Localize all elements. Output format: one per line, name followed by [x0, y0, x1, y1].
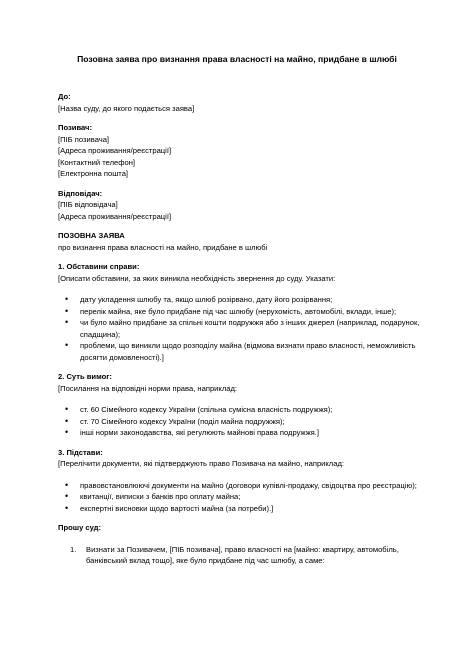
section-3-list	[58, 480, 428, 515]
to-label: До:	[58, 92, 71, 101]
claim-heading: ПОЗОВНА ЗАЯВА	[58, 231, 125, 240]
section-1-intro: [Описати обставини, за яких виникла необхідність звернення до суду. Указати:	[58, 273, 336, 283]
list-item: • інші норми законодавства, які регулюють майнові права подружжя.]	[74, 427, 428, 439]
defendant-address: [Адреса проживання/реєстрації]	[58, 211, 172, 221]
section-3-heading: 3. Підстави:	[58, 447, 103, 457]
list-item: • ст. 60 Сімейного кодексу України (спільна сумісна власність подружжя);	[74, 404, 428, 416]
request-item-number: 1.	[70, 544, 77, 554]
list-item: • дату укладення шлюбу та, якщо шлюб розірвано, дату його розірвання;	[74, 294, 428, 306]
request-heading: Прошу суд:	[58, 523, 102, 532]
request-list	[58, 544, 428, 567]
section-2-list	[58, 404, 428, 439]
list-item: • ст. 70 Сімейного кодексу України (поділ майна подружжя);	[74, 416, 428, 428]
section-3-intro: [Перелічити документи, які підтверджують право Позивача на майно, наприклад:	[58, 459, 345, 468]
plaintiff-email: [Електронна пошта]	[58, 169, 129, 178]
document-body	[58, 91, 428, 567]
list-item: • чи було майно придбане за спільні кошти подружжя або з інших джерел (наприклад, подарунок, спадщина);	[74, 317, 428, 340]
list-item: • квитанції, виписки з банків про оплату майна;	[74, 491, 428, 503]
plaintiff-address: [Адреса проживання/реєстрації]	[58, 146, 172, 155]
section-1-list	[58, 294, 428, 363]
document-title: Позовна заява про визнання права власності на майно, придбане в шлюбі	[77, 54, 397, 64]
list-item: • перелік майна, яке було придбане під час шлюбу (нерухомість, автомобілі, вклади, інше);	[74, 306, 428, 318]
request-item	[70, 544, 428, 567]
list-item: • правовстановлюючі документи на майно (договори купівлі-продажу, свідоцтва про реєстрацію);	[74, 480, 428, 492]
claim-subheading: про визнання права власності на майно, придбане в шлюбі	[58, 242, 268, 252]
section-2-heading: 2. Суть вимог:	[58, 372, 112, 381]
defendant-label: Відповідач:	[58, 188, 103, 198]
defendant-name: [ПІБ відповідача]	[58, 200, 118, 209]
to-value: [Назва суду, до якого подається заява]	[58, 103, 195, 113]
plaintiff-name: [ПІБ позивача]	[58, 134, 110, 144]
section-1-heading: 1. Обставини справи:	[58, 262, 140, 271]
request-item-text: Визнати за Позивачем, [ПІБ позивача], право власності на [майно: квартиру, автомобіль, банківський вклад тощо], яке було придбане під час шлюбу, а саме:	[86, 544, 399, 565]
plaintiff-phone: [Контактний телефон]	[58, 157, 136, 167]
plaintiff-label: Позивач:	[58, 123, 92, 132]
list-item: • проблеми, що виникли щодо розподілу майна (відмова визнати право власності, неможливість досягти домовленості).]	[74, 340, 428, 363]
list-item: • експертні висновки щодо вартості майна (за потреби).]	[74, 503, 428, 515]
section-2-intro: [Посилання на відповідні норми права, наприклад:	[58, 383, 238, 393]
